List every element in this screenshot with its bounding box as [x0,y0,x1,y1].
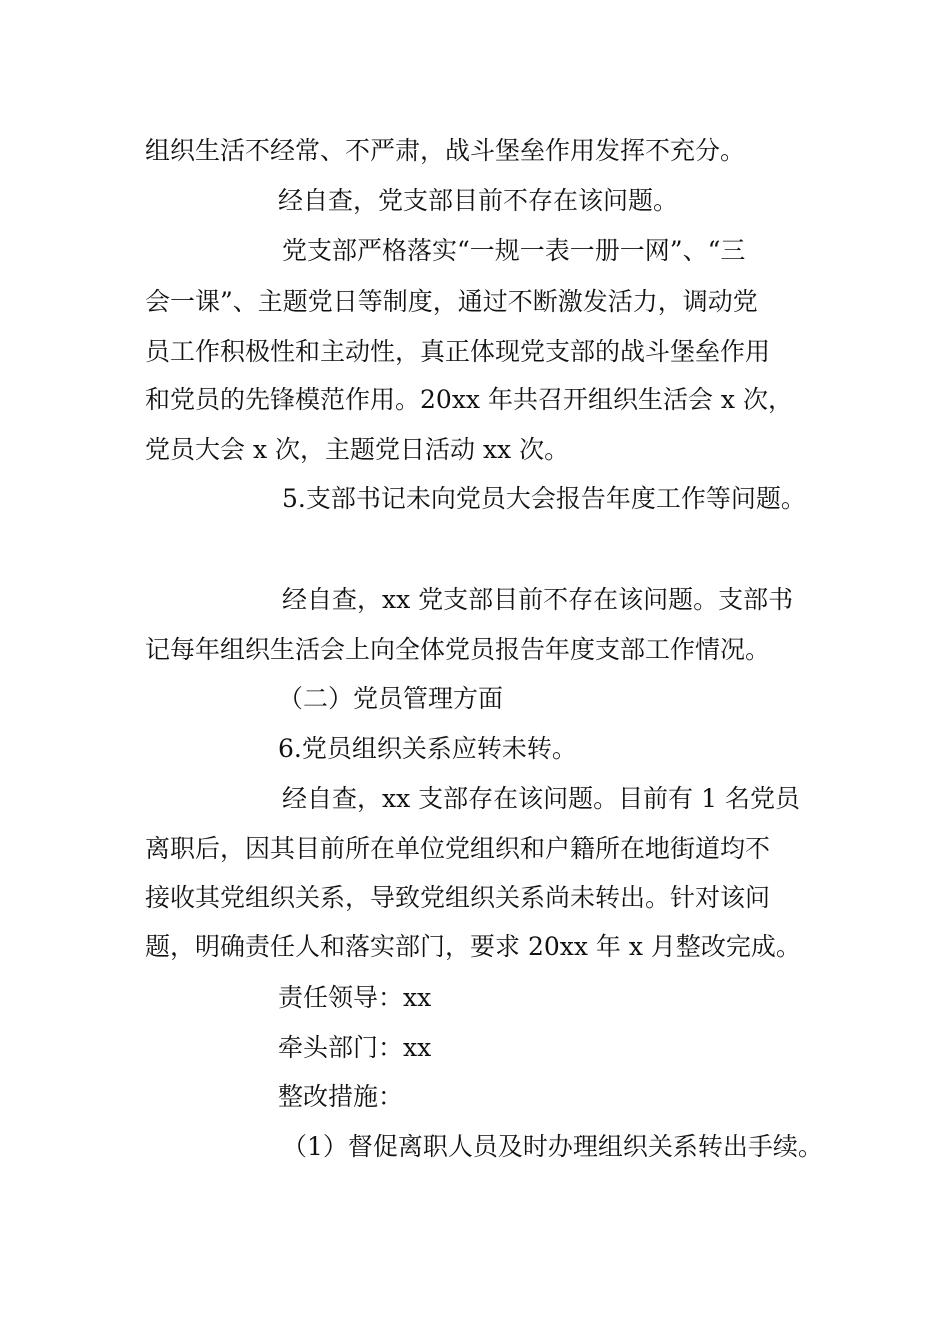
paragraph-line: 经自查，党支部目前不存在该问题。 [278,186,679,215]
section-heading: 6.党员组织关系应转未转。 [278,734,577,763]
paragraph-line: 和党员的先锋模范作用。20xx 年共召开组织生活会 x 次， [145,385,793,414]
paragraph-line: 党员大会 x 次，主题党日活动 xx 次。 [145,435,570,464]
paragraph-line: 责任领导：xx [278,983,432,1012]
paragraph-line: 离职后，因其目前所在单位党组织和户籍所在地街道均不 [145,834,771,863]
paragraph-line: 整改措施： [278,1082,404,1111]
section-heading: 5.支部书记未向党员大会报告年度工作等问题。 [282,484,806,513]
paragraph-line: 题，明确责任人和落实部门，要求 20xx 年 x 月整改完成。 [145,932,801,961]
section-heading: （二）党员管理方面 [278,684,504,713]
paragraph-line: 员工作积极性和主动性，真正体现党支部的战斗堡垒作用 [145,337,771,366]
paragraph-line: 会一课”、主题党日等制度，通过不断激发活力，调动党 [145,287,758,316]
paragraph-line: 接收其党组织关系，导致党组织关系尚未转出。针对该问 [145,883,771,912]
paragraph-line: 经自查，xx 党支部目前不存在该问题。支部书 [282,585,794,614]
paragraph-line: 牵头部门：xx [278,1033,432,1062]
paragraph-line: 记每年组织生活会上向全体党员报告年度支部工作情况。 [145,635,771,664]
paragraph-line: 经自查，xx 支部存在该问题。目前有 1 名党员 [282,784,800,813]
paragraph-line: （1）督促离职人员及时办理组织关系转出手续。 [282,1132,823,1161]
paragraph-line: 党支部严格落实“一规一表一册一网”、“三 [282,236,746,265]
paragraph-line: 组织生活不经常、不严肃，战斗堡垒作用发挥不充分。 [145,136,746,165]
